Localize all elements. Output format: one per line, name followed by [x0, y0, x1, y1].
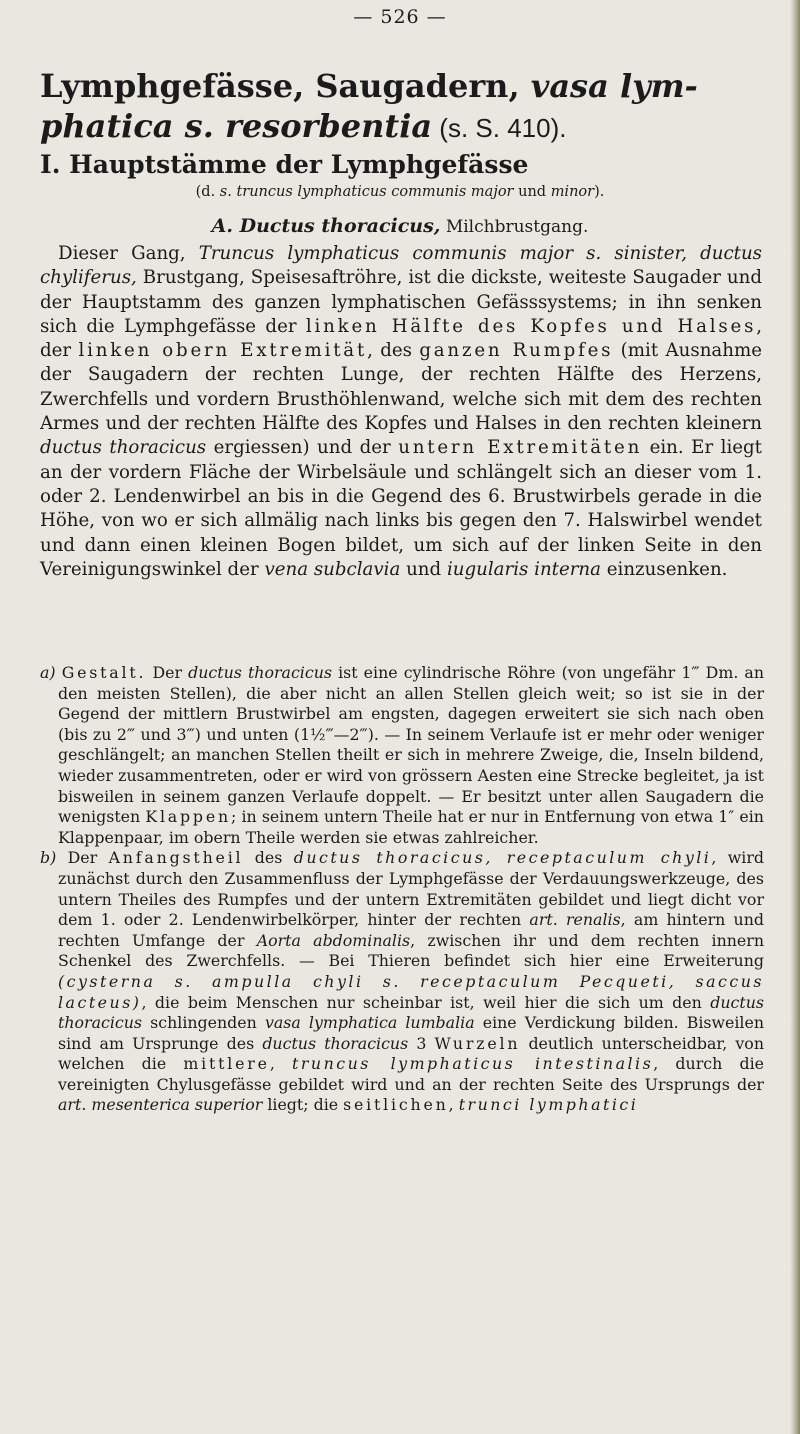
notes-section — [40, 663, 764, 1116]
main-paragraph — [40, 242, 762, 582]
title-reference: (s. S. 410). — [432, 113, 567, 143]
page-number: — 526 — — [353, 6, 447, 28]
note-b: b) Der Anfangstheil des ductus thoracicus, receptaculum chyli, wird zunächst durch den Zusammenfluss der Lymphgefässe der Verdauungswerkzeuge, des untern Theiles des Rumpfes und der untern Extremitäten gebildet und liegt dicht vor dem 1. oder 2. Lendenwirbelkörper, hinter der rechten art. renalis, am hintern und rechten Umfange der Aorta abdominalis, zwischen ihr und dem rechten innern Schenkel des Zwerchfells. — Bei Thieren befindet sich hier eine Erweiterung (cysterna s. ampulla chyli s. receptaculum Pecqueti, saccus lacteus), die beim Menschen nur scheinbar ist, weil hier die sich um den ductus thoracicus schlingenden vasa lymphatica lumbalia eine Verdickung bilden. Bisweilen sind am Ursprunge des ductus thoracicus 3 Wurzeln deutlich unterscheidbar, von welchen die mittlere, truncus lymphaticus intestinalis, durch die vereinigten Chylusgefässe gebildet wird und an der rechten Seite des Ursprungs der art. mesenterica superior liegt; die seitlichen, trunci lymphatici — [40, 848, 765, 1115]
section-subheading: (d. s. truncus lymphaticus communis major und minor). — [195, 184, 605, 200]
title-latin: vasa lym-phatica s. resorbentia — [40, 67, 698, 145]
section-heading: I. Hauptstämme der Lymphgefässe — [40, 150, 529, 179]
subsection-heading: A. Ductus thoracicus, Milchbrustgang. — [211, 215, 589, 237]
page-title — [40, 66, 760, 148]
note-a: a) Gestalt. Der ductus thoracicus ist eine cylindrische Röhre (von ungefähr 1‴ Dm. an den meisten Stellen), die aber nicht an allen Stellen gleich weit; so ist sie in der Gegend der mittlern Brustwirbel am engsten, dagegen erweitert sie sich nach oben (bis zu 2‴ und 3‴) und unten (1½‴—2‴). — In seinem Verlaufe ist er mehr oder weniger geschlängelt; an manchen Stellen theilt er sich in mehrere Zweige, die, Inseln bildend, wieder zusammentreten, oder er wird von grössern Aesten eine Strecke begleitet, ja ist bisweilen in seinem ganzen Verlaufe doppelt. — Er besitzt unter allen Saugadern die wenigsten Klappen; in seinem untern Theile hat er nur in Entfernung von etwa 1″ ein Klappenpaar, im obern Theile werden sie etwas zahlreicher. — [40, 663, 765, 847]
title-main: Lymphgefässe, Saugadern, — [40, 67, 531, 105]
paragraph-text: Dieser Gang, Truncus lymphaticus communis major s. sinister, ductus chyliferus, Brustgang, Speisesaftröhre, ist die dickste, weiteste Saugader und der Hauptstamm des ganzen lymphatischen Gefässsystems; in ihn senken sich die Lymphgefässe der linken Hälfte des Kopfes und Halses, der linken obern Extremität, des ganzen Rumpfes (mit Ausnahme der Saugadern der rechten Lunge, der rechten Hälfte des Herzens, Zwerchfells und vordern Brusthöhlenwand, welche sich mit dem des rechten Armes und der rechten Hälfte des Kopfes und Halses in den rechten kleinern ductus thoracicus ergiessen) und der untern Extremitäten ein. Er liegt an der vordern Fläche der Wirbelsäule und schlängelt sich an dieser vom 1. oder 2. Lendenwirbel an bis in die Gegend des 6. Brustwirbels gerade in die Höhe, von wo er sich allmälig nach links bis gegen den 7. Halswirbel wendet und dann einen kleinen Bogen bildet, um sich auf der linken Seite in den Vereinigungswinkel der vena subclavia und iugularis interna einzusenken. — [40, 243, 763, 580]
